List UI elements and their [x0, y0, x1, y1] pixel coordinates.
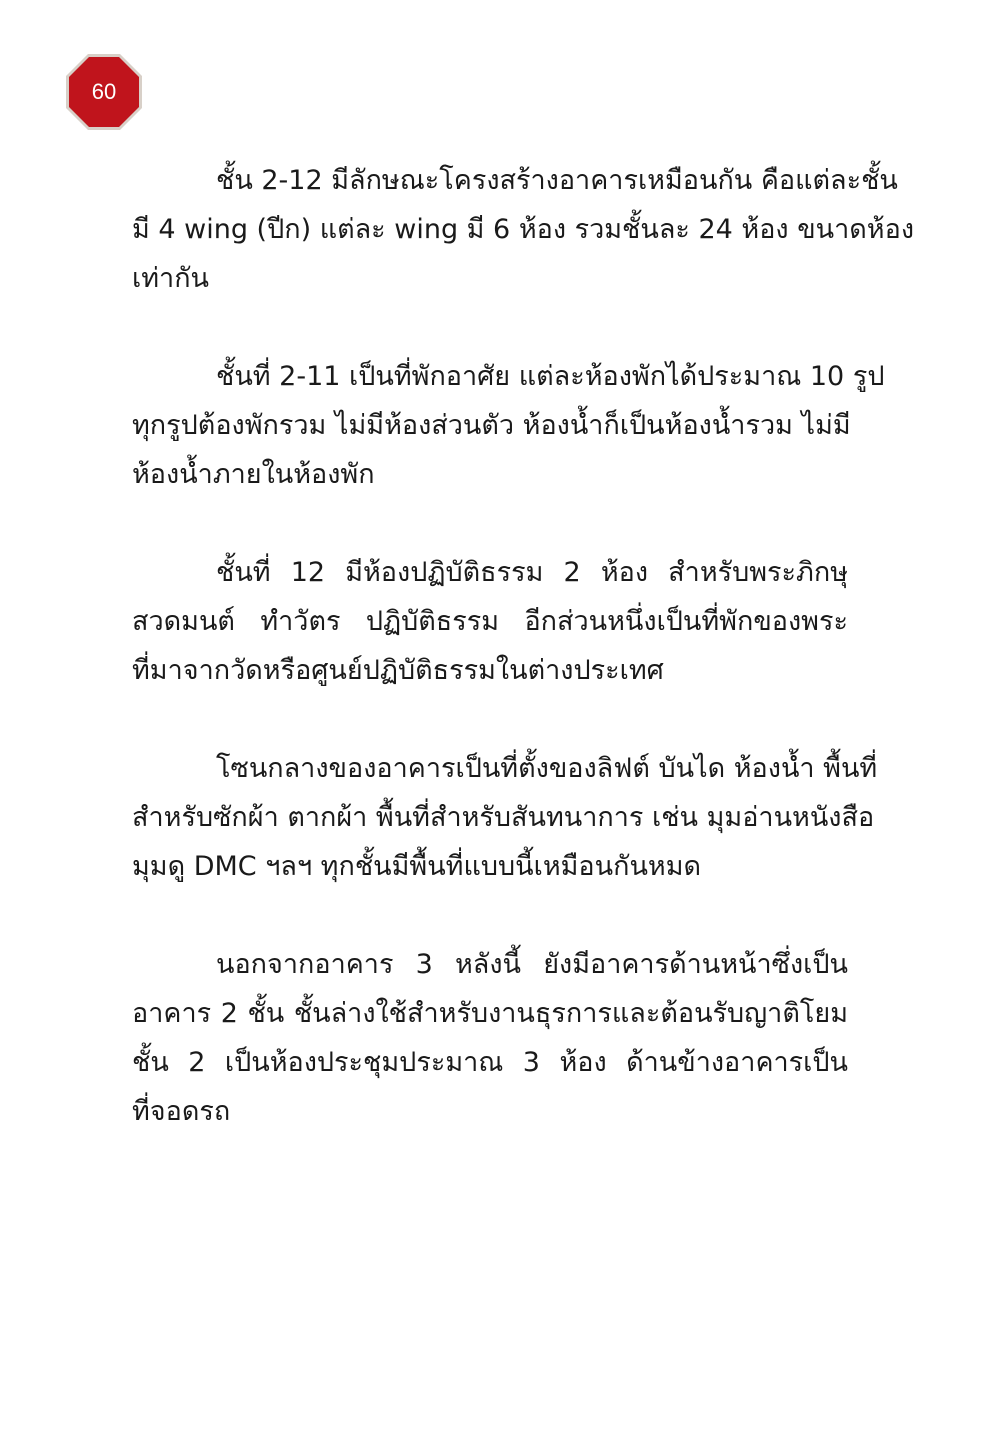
paragraph-line: มุมดู DMC ฯลฯ ทุกชั้นมีพื้นที่แบบนี้เหมือนกันหมด [132, 851, 702, 882]
paragraph-line: มี 4 wing (ปีก) แต่ละ wing มี 6 ห้อง รวมชั้นละ 24 ห้อง ขนาดห้อง [132, 214, 914, 245]
paragraph-line: ชั้น 2-12 มีลักษณะโครงสร้างอาคารเหมือนกัน คือแต่ละชั้น [216, 165, 898, 196]
paragraph-line: ชั้นที่ 2-11 เป็นที่พักอาศัย แต่ละห้องพักได้ประมาณ 10 รูป [216, 361, 885, 392]
paragraph-line: เท่ากัน [132, 263, 209, 294]
paragraph-line: ที่จอดรถ [132, 1096, 231, 1127]
paragraph-line: ทุกรูปต้องพักรวม ไม่มีห้องส่วนตัว ห้องน้ำก็เป็นห้องน้ำรวม ไม่มี [132, 410, 851, 441]
paragraph-line: ห้องน้ำภายในห้องพัก [132, 459, 375, 490]
paragraph-central-zone [132, 744, 878, 891]
paragraph-line: โซนกลางของอาคารเป็นที่ตั้งของลิฟต์ บันได ห้องน้ำ พื้นที่ [216, 753, 878, 784]
paragraph-line: ชั้นที่ 12 มีห้องปฏิบัติธรรม 2 ห้อง สำหรับพระภิกษุ [216, 557, 848, 588]
document-body [132, 156, 914, 1185]
paragraph-line: นอกจากอาคาร 3 หลังนี้ ยังมีอาคารด้านหน้าซึ่งเป็น [216, 949, 848, 980]
paragraph-floor-12 [132, 548, 848, 695]
paragraph-line: สวดมนต์ ทำวัตร ปฏิบัติธรรม อีกส่วนหนึ่งเป็นที่พักของพระ [132, 606, 848, 637]
paragraph-line: ที่มาจากวัดหรือศูนย์ปฏิบัติธรรมในต่างประเทศ [132, 655, 664, 686]
paragraph-line: สำหรับซักผ้า ตากผ้า พื้นที่สำหรับสันทนาการ เช่น มุมอ่านหนังสือ [132, 802, 875, 833]
page-number-badge [64, 52, 144, 132]
paragraph-line: อาคาร 2 ชั้น ชั้นล่างใช้สำหรับงานธุรการและต้อนรับญาติโยม [132, 998, 848, 1029]
paragraph-line: ชั้น 2 เป็นห้องประชุมประมาณ 3 ห้อง ด้านข้างอาคารเป็น [132, 1047, 848, 1078]
paragraph-front-building [132, 940, 848, 1136]
paragraph-floors-2-12 [132, 156, 914, 303]
paragraph-floors-2-11 [132, 352, 885, 499]
page-number: 60 [91, 79, 117, 104]
